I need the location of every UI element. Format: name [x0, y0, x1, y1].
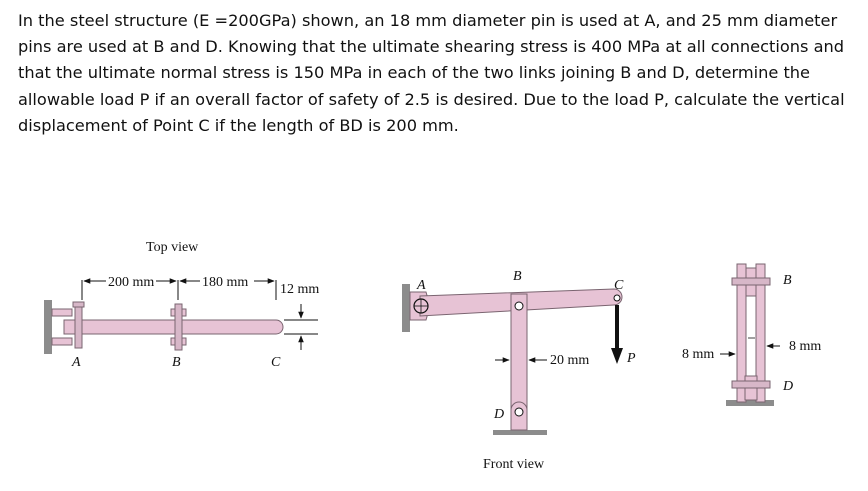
top-dim-bc: 180 mm	[202, 275, 249, 290]
top-label-a: A	[72, 355, 81, 370]
top-label-b: B	[172, 355, 181, 370]
front-pin-b	[515, 302, 523, 310]
front-view-title: Front view	[483, 457, 545, 472]
top-wall-support	[44, 300, 52, 354]
front-label-b: B	[513, 269, 522, 284]
side-pin-d	[732, 381, 770, 388]
front-load-p-arrowhead	[611, 348, 623, 364]
side-label-d: D	[783, 379, 794, 394]
front-wall-support	[402, 284, 410, 332]
front-label-a: A	[417, 278, 426, 293]
top-bracket-a-upper	[52, 309, 72, 316]
top-bar-abc	[64, 320, 283, 334]
front-label-d: D	[494, 407, 505, 422]
front-label-c: C	[614, 278, 624, 293]
top-dim-ab: 200 mm	[108, 275, 155, 290]
side-view	[682, 264, 821, 406]
top-bracket-a-lower	[52, 338, 72, 345]
problem-statement: In the steel structure (E =200GPa) shown, an 18 mm diameter pin is used at A, and 25 mm diameter pins are used at B and D. Knowing that the ultimate shearing stress is 400 MPa at all connections and that the ultimate normal stress is 150 MPa in each of the two links joining B and D, determine the allowable load P if an overall factor of safety of 2.5 is desired. Due to the load P, calculate the vertical displacement of Point C if the length of BD is 200 mm.	[18, 11, 845, 135]
top-view-title: Top view	[146, 240, 199, 255]
top-pin-a-head	[73, 302, 84, 307]
side-dim-left: 8 mm	[682, 347, 715, 362]
side-dim-right: 8 mm	[789, 339, 822, 354]
top-dim-thickness: 12 mm	[280, 282, 320, 297]
front-view	[402, 269, 636, 472]
front-label-p: P	[627, 351, 636, 366]
top-pin-a	[75, 306, 82, 348]
front-pin-d	[515, 408, 523, 416]
front-link-bd	[511, 294, 527, 418]
front-point-c-marker	[614, 295, 620, 301]
front-ground-d	[493, 430, 547, 435]
top-pin-b	[175, 304, 182, 350]
side-ground	[726, 400, 774, 406]
side-pin-b	[732, 278, 770, 285]
top-view	[44, 240, 319, 370]
top-label-c: C	[271, 355, 281, 370]
side-label-b: B	[783, 273, 792, 288]
front-dim-width: 20 mm	[550, 353, 590, 368]
